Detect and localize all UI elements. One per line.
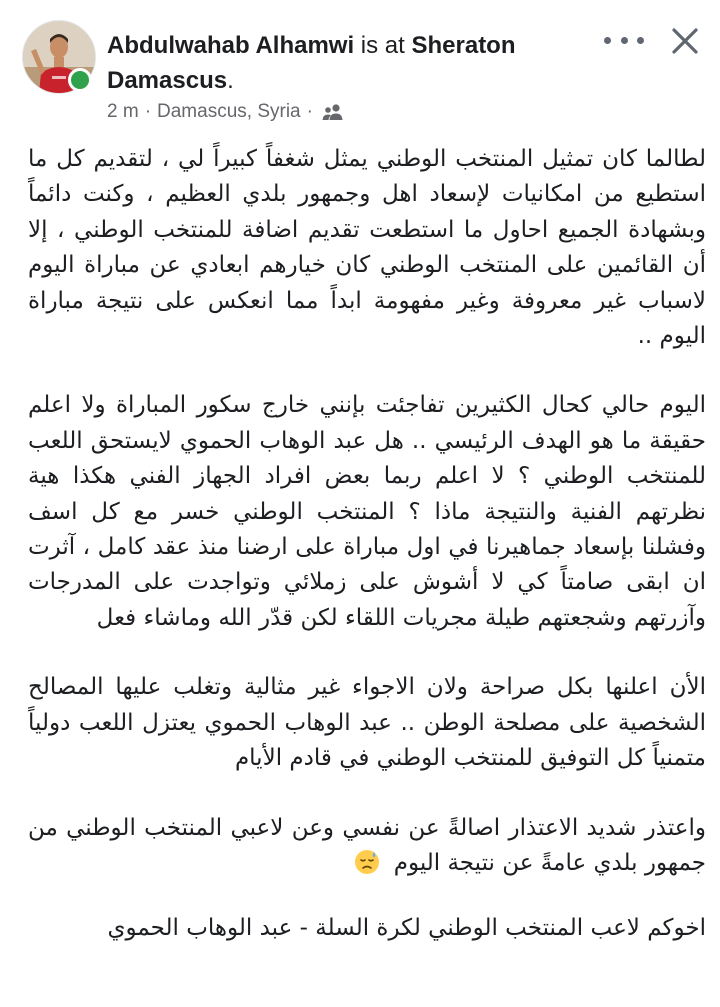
close-icon[interactable] — [668, 24, 702, 58]
meta-separator: · — [144, 101, 152, 122]
post-paragraph-1: لطالما كان تمثيل المنتخب الوطني يمثل شغفاً كبيراً لي ، لتقديم كل ما استطيع من امكانيات لإسعاد اهل وجمهور بلدي العظيم ، وكنت دائماً وبشهادة الجميع احاول ما استطعت تقديم اضافة للمنتخب الوطني ، إلا أن القائمين على المنتخب الوطني كان خيارهم ابعادي عن مباراة اليوم لاسباب غير معروفة وغير مفهومة ابداً مما انعكس على نتيجة مباراة اليوم .. — [28, 146, 706, 350]
is-at-text: is at — [360, 32, 405, 59]
post-paragraph-3: الأن اعلنها بكل صراحة ولان الاجواء غير مثالية وتغلب عليها المصالح الشخصية على مصلحة الوطن .. عبد الوهاب الحموي يعتزل اللعب دولياً متمنياً كل التوفيق للمنتخب الوطني في قادم الأيام — [28, 674, 706, 772]
place-link[interactable]: Sheraton Damascus — [107, 32, 516, 94]
more-options-icon[interactable] — [604, 28, 644, 52]
sad-sweat-face-emoji — [354, 849, 380, 875]
post-header — [0, 0, 720, 130]
post-time[interactable]: 2 m — [107, 101, 139, 122]
friends-icon[interactable] — [321, 103, 345, 121]
post-paragraph-5: اخوكم لاعب المنتخب الوطني لكرة السلة - عبد الوهاب الحموي — [107, 915, 706, 942]
post-paragraph-4 — [28, 811, 706, 882]
place-suffix: . — [227, 67, 234, 94]
post-text — [28, 142, 706, 982]
post-paragraph-4-text: واعتذر شديد الاعتذار اصالةً عن نفسي وعن لاعبي المنتخب الوطني من جمهور بلدي عامةً عن نتيجة اليوم — [28, 814, 706, 876]
post-meta — [107, 101, 345, 123]
post-title — [107, 28, 577, 98]
online-status-dot — [68, 68, 92, 92]
post-location[interactable]: Damascus, Syria — [157, 101, 301, 122]
post-paragraph-2: اليوم حالي كحال الكثيرين تفاجئت بإنني خارج سكور المباراة ولا اعلم حقيقة ما هو الهدف الرئيسي .. هل عبد الوهاب الحموي لايستحق اللعب للمنتخب الوطني ؟ لا اعلم ربما بعض افراد الجهاز الفني هكذا هية نظرتهم الفنية والنتيجة ماذا ؟ المنتخب الوطني خسر مع كل اسف وفشلنا بإسعاد جماهيرنا في اول مباراة على ارضنا منذ عقد كامل ، آثرت ان ابقى صامتاً كي لا أشوش على زملائي وتواجدت على المدرجات وآزرتهم وشجعتهم طيلة مجريات اللقاء لكن قدّر الله وماشاء فعل — [28, 392, 706, 631]
meta-separator-2: · — [306, 101, 313, 122]
author-name-link[interactable]: Abdulwahab Alhamwi — [107, 32, 355, 59]
